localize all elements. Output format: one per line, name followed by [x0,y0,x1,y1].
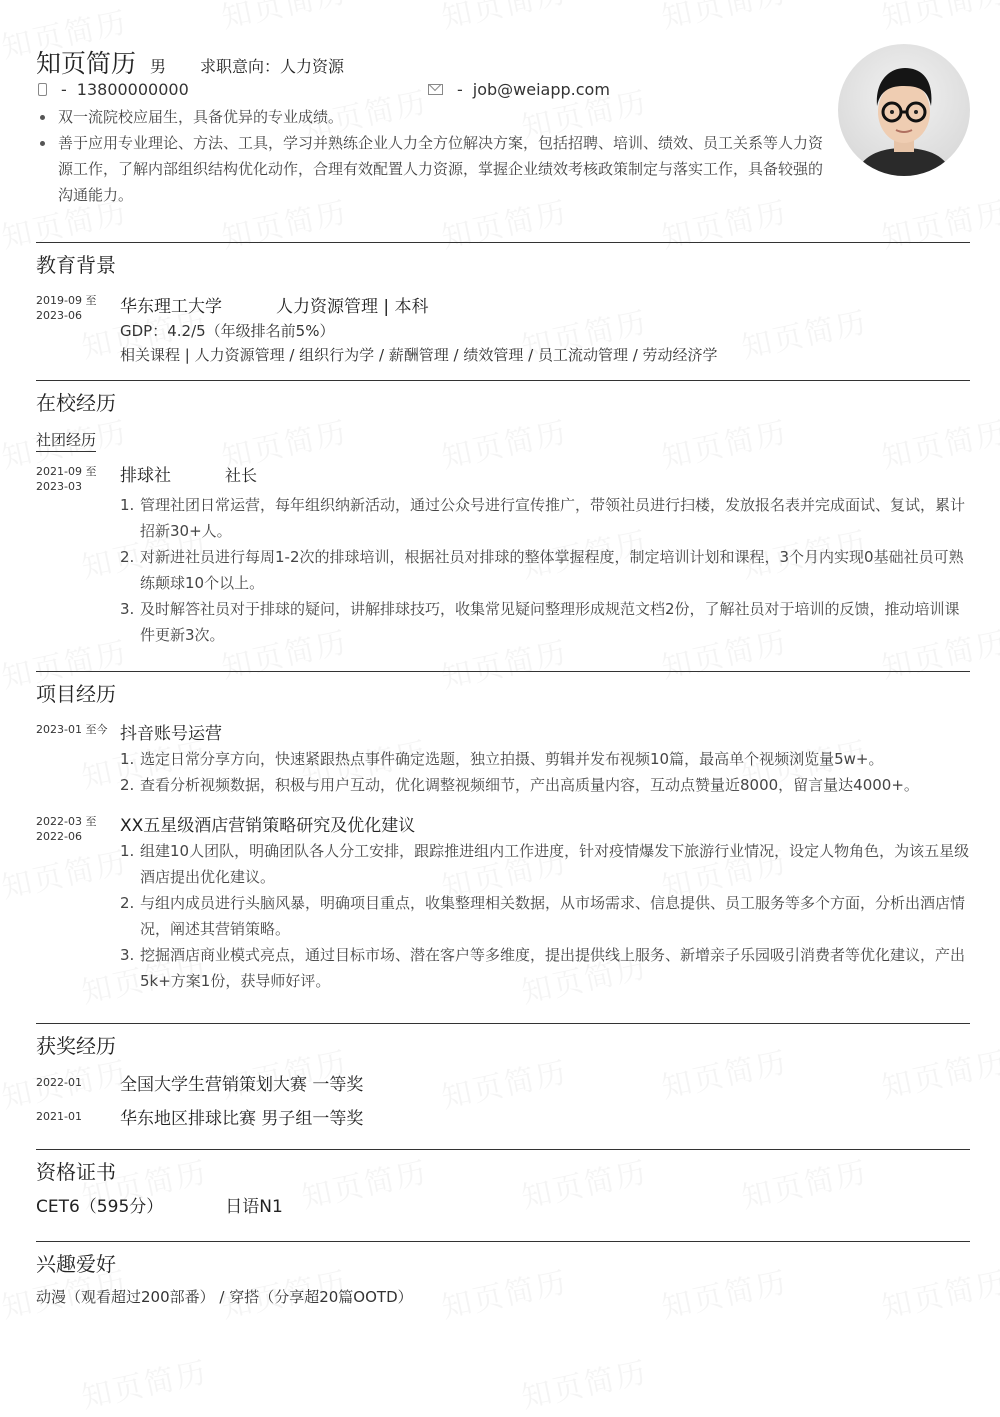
date-end: 2023-06 [36,309,82,322]
section-title: 兴趣爱好 [36,1252,116,1276]
entry-body [120,722,970,798]
courses: 相关课程 | 人力资源管理 / 组织行为学 / 薪酬管理 / 绩效管理 / 员工流动管理 / 劳动经济学 [120,346,718,364]
campus-section [36,380,970,648]
award-row [36,1102,970,1136]
project-entry [36,814,970,994]
summary-item: 双一流院校应届生，具备优异的专业成绩。 [36,104,826,130]
phone-contact [38,78,189,100]
list-item: 组建10人团队，明确团队各人分工安排，跟踪推进组内工作进度，针对疫情爆发下旅游行业情况，设定人物角色，为该五星级酒店提出优化建议。 [140,842,970,886]
hobbies-section [36,1241,970,1307]
list-item: 查看分析视频数据，积极与用户互动，优化调整视频细节，产出高质量内容，互动点赞量近8000，留言量达4000+。 [140,776,919,794]
list-item: 管理社团日常运营，每年组织纳新活动，通过公众号进行宣传推广，带领社员进行扫楼，发放报名表并完成面试、复试，累计招新30+人。 [140,496,966,540]
entry-body [120,464,970,648]
project-name: XX五星级酒店营销策略研究及优化建议 [120,816,416,836]
item-list [120,492,970,648]
summary-item: 善于应用专业理论、方法、工具，学习并熟练企业人力全方位解决方案，包括招聘、培训、绩效、员工关系等人力资源工作，了解内部组织结构优化动作，合理有效配置人力资源，掌握企业绩效考核政策制定与落实工作，具备较强的沟通能力。 [36,130,826,208]
item-list [120,746,970,798]
certificate-item: CET6（595分） [36,1197,164,1217]
award-text: 华东地区排球比赛 男子组一等奖 [120,1109,364,1129]
contact-separator: - [457,79,463,99]
watermark [437,0,571,37]
certificates-section [36,1149,970,1217]
major-degree: 人力资源管理 | 本科 [276,297,429,317]
campus-entry [36,464,970,648]
education-entry [36,295,970,367]
list-item: 对新进社员进行每周1-2次的排球培训，根据社员对排球的整体掌握程度，制定培训计划和课程，3个月内实现0基础社员可熟练颠球10个以上。 [140,548,964,592]
header-line [36,44,344,80]
section-title: 教育背景 [36,253,116,277]
date-range [36,293,116,323]
org-role: 社长 [225,466,258,485]
list-item: 选定日常分享方向，快速紧跟热点事件确定选题，独立拍摄、剪辑并发布视频10篇，最高单个视频浏览量5w+。 [140,750,884,768]
education-section [36,242,970,367]
avatar-photo [838,44,970,176]
certificate-list [36,1192,970,1217]
subsection-title: 社团经历 [36,429,96,452]
date-start: 2021-09 至 [36,465,97,478]
list-item: 与组内成员进行头脑风暴，明确项目重点，收集整理相关数据，从市场需求、信息提供、员工服务等多个方面，分析出酒店情况，阐述其营销策略。 [140,894,966,938]
section-title: 在校经历 [36,391,116,415]
date-range [36,464,116,494]
watermark [657,0,791,37]
school-name: 华东理工大学 [120,297,222,317]
watermark [77,1347,211,1417]
list-item: 及时解答社员对于排球的疑问，讲解排球技巧，收集常见疑问整理形成规范文档2份，了解社员对于培训的反馈，推动培训课件更新3次。 [140,600,960,644]
project-name: 抖音账号运营 [120,724,222,744]
avatar [838,44,970,176]
date-range [36,722,116,737]
date-end: 2023-03 [36,480,82,493]
summary-list [36,104,826,208]
email-contact [428,78,610,100]
entry-title [120,295,970,319]
projects-section [36,671,970,994]
list-item: 挖掘酒店商业模式亮点，通过目标市场、潜在客户等多维度，提出提供线上服务、新增亲子乐园吸引消费者等优化建议，产出5k+方案1份，获导师好评。 [140,946,966,990]
award-date: 2021-01 [36,1110,82,1123]
watermark [517,1347,651,1417]
hobbies-text: 动漫（观看超过200部番） / 穿搭（分享超20篇OOTD） [36,1288,413,1306]
contact-separator: - [61,79,67,99]
candidate-gender: 男 [150,57,167,76]
awards-section [36,1023,970,1136]
subhead-wrap [36,429,970,452]
date-start: 2022-03 至 [36,815,97,828]
job-intent: 求职意向：人力资源 [200,57,345,76]
watermark [877,0,1000,37]
entry-body [120,295,970,367]
date-start: 2019-09 至 [36,294,97,307]
email-address: job@weiapp.com [472,79,610,99]
date-end: 2022-06 [36,830,82,843]
date-start: 2023-01 至今 [36,723,108,736]
mail-icon [428,84,443,95]
entry-title [120,464,970,488]
date-range [36,814,116,844]
award-date: 2022-01 [36,1076,82,1089]
section-title: 获奖经历 [36,1034,116,1058]
project-entry [36,722,970,798]
award-text: 全国大学生营销策划大赛 一等奖 [120,1075,364,1095]
section-title: 资格证书 [36,1160,116,1184]
phone-icon [38,83,47,96]
gpa: GDP：4.2/5（年级排名前5%） [120,322,335,340]
item-list [120,838,970,994]
org-name: 排球社 [120,466,171,486]
section-title: 项目经历 [36,682,116,706]
phone-number: 13800000000 [76,79,189,99]
award-row [36,1068,970,1102]
candidate-name: 知页简历 [36,49,137,78]
entry-body [120,814,970,994]
certificate-item: 日语N1 [225,1197,283,1217]
watermark [217,0,351,37]
